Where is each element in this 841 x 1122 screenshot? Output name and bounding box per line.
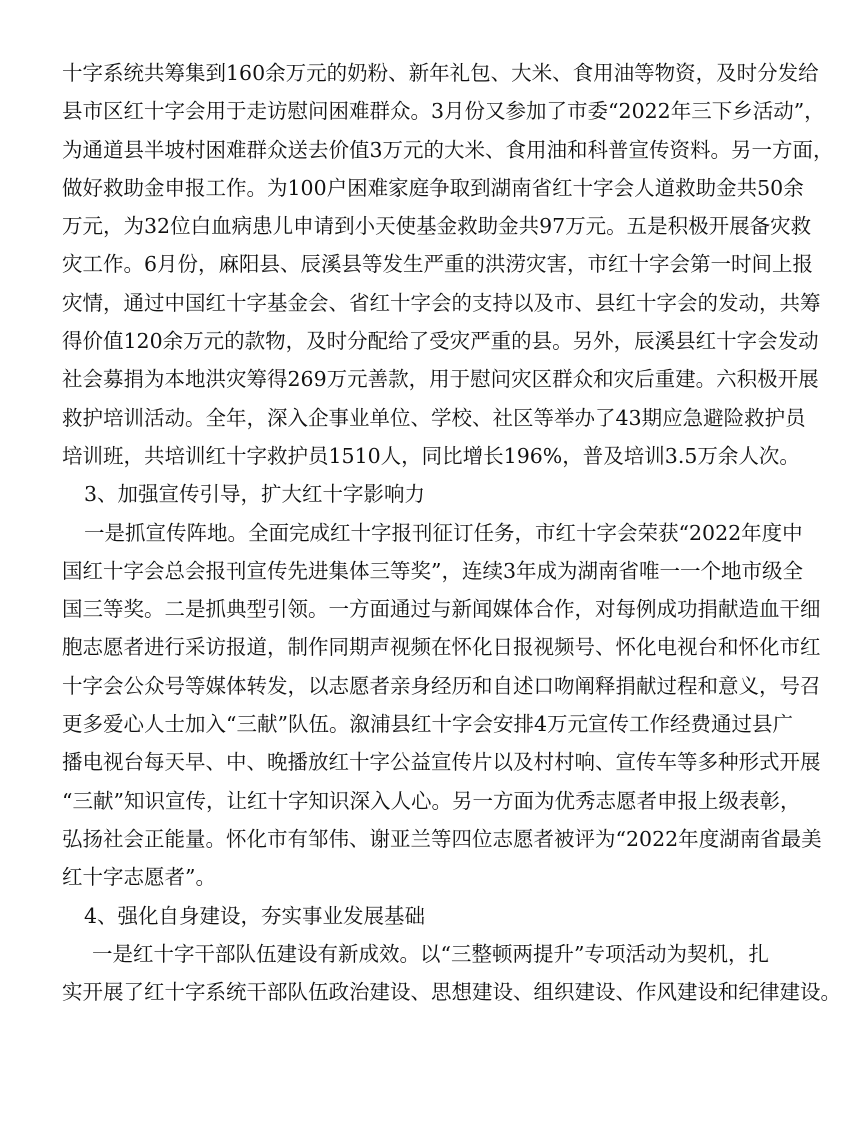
paragraph-line: 更多爱心人士加入“三献”队伍。溆浦县红十字会安排4万元宣传工作经费通过县广 — [62, 712, 794, 737]
paragraph-line: 万元，为32位白血病患儿申请到小天使基金救助金共97万元。五是积极开展备灾救 — [62, 214, 812, 239]
paragraph-line: 国三等奖。二是抓典型引领。一方面通过与新闻媒体合作，对每例成功捐献造血干细 — [62, 597, 821, 622]
paragraph-line: 得价值120余万元的款物，及时分配给了受灾严重的县。另外，辰溪县红十字会发动 — [62, 329, 819, 354]
paragraph-line: 为通道县半坡村困难群众送去价值3万元的大米、食用油和科普宣传资料。另一方面， — [62, 137, 834, 162]
document-body — [62, 54, 841, 1011]
section-heading: 4、强化自身建设，夯实事业发展基础 — [84, 903, 426, 928]
paragraph-line: 国红十字会总会报刊宣传先进集体三等奖”，连续3年成为湖南省唯一一个地市级全 — [62, 558, 804, 583]
paragraph-line: 十字系统共筹集到160余万元的奶粉、新年礼包、大米、食用油等物资，及时分发给 — [62, 61, 819, 85]
paragraph-line: 弘扬社会正能量。怀化市有邹伟、谢亚兰等四位志愿者被评为“2022年度湖南省最美 — [62, 826, 822, 851]
paragraph-line: 胞志愿者进行采访报道，制作同期声视频在怀化日报视频号、怀化电视台和怀化市红 — [62, 635, 821, 660]
paragraph-line: 救护培训活动。全年，深入企事业单位、学校、社区等举办了43期应急避险救护员 — [62, 405, 806, 430]
paragraph-line: 灾工作。6月份，麻阳县、辰溪县等发生严重的洪涝灾害，市红十字会第一时间上报 — [62, 252, 814, 277]
paragraph-line: 一是红十字干部队伍建设有新成效。以“三整顿两提升”专项活动为契机，扎 — [92, 941, 769, 966]
paragraph-line: 红十字志愿者”。 — [62, 865, 216, 890]
paragraph-line: 做好救助金申报工作。为100户困难家庭争取到湖南省红十字会人道救助金共50余 — [62, 175, 804, 200]
paragraph-line: 社会募捐为本地洪灾筹得269万元善款，用于慰问灾区群众和灾后重建。六积极开展 — [62, 367, 819, 392]
paragraph-line: 十字会公众号等媒体转发，以志愿者亲身经历和自述口吻阐释捐献过程和意义，号召 — [62, 673, 821, 698]
paragraph-line: 培训班，共培训红十字救护员1510人，同比增长196%，普及培训3.5万余人次。 — [62, 443, 800, 468]
paragraph-line: 一是抓宣传阵地。全面完成红十字报刊征订任务，市红十字会荣获“2022年度中 — [84, 520, 803, 545]
paragraph-line: 播电视台每天早、中、晚播放红十字公益宣传片以及村村响、宣传车等多种形式开展 — [62, 750, 821, 775]
paragraph-line: 县市区红十字会用于走访慰问困难群众。3月份又参加了市委“2022年三下乡活动”， — [62, 99, 825, 124]
paragraph-line: 实开展了红十字系统干部队伍政治建设、思想建设、组织建设、作风建设和纪律建设。 — [62, 980, 841, 1005]
paragraph-line: 灾情，通过中国红十字基金会、省红十字会的支持以及市、县红十字会的发动，共筹 — [62, 290, 821, 315]
section-heading: 3、加强宣传引导，扩大红十字影响力 — [84, 482, 426, 507]
paragraph-line: “三献”知识宣传，让红十字知识深入人心。另一方面为优秀志愿者申报上级表彰， — [62, 788, 801, 813]
